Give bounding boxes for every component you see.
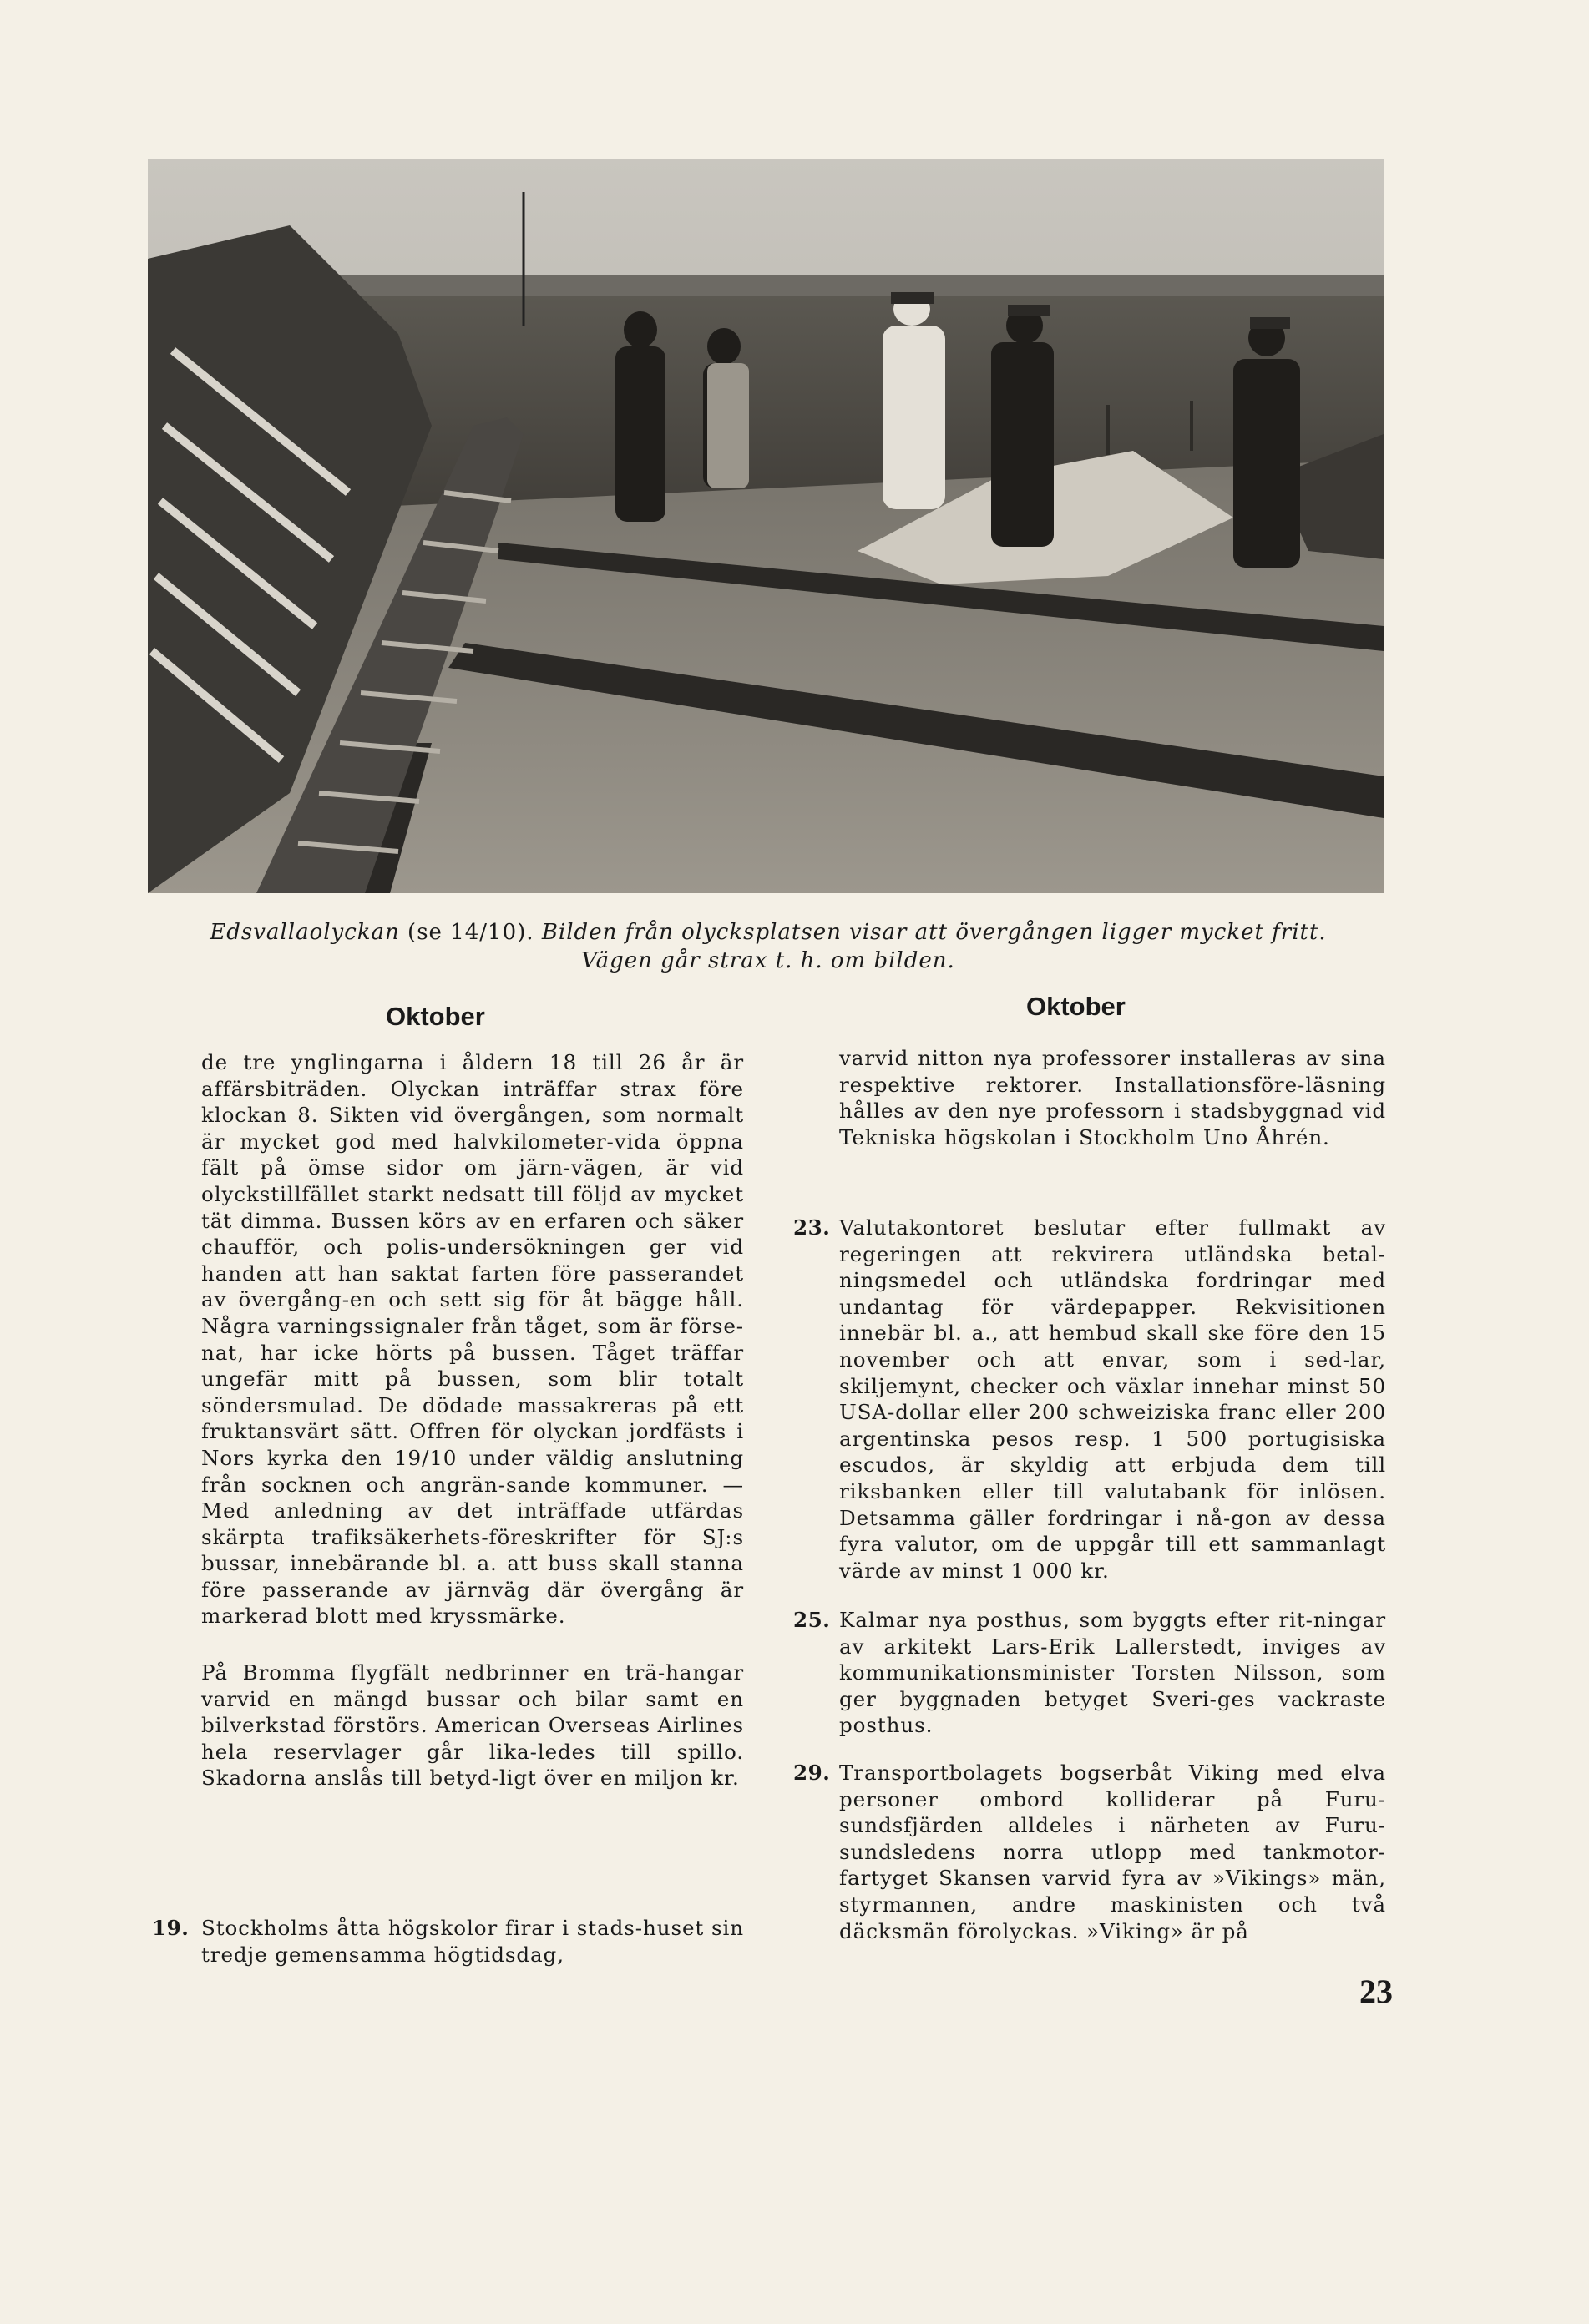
caption-place: Edsvallaolyckan xyxy=(210,920,400,945)
caption-line-1 xyxy=(142,918,1394,947)
entry-number-19: 19. xyxy=(152,1916,190,1940)
right-column-intro: varvid nitton nya professorer installeras av sina respektive rektorer. Installationsföre-läsning hålles av den nye professorn i stadsbyggnad vid Tekniska högskolan i Stockholm Uno Åhrén. xyxy=(839,1046,1386,1149)
entry-number-29: 29. xyxy=(793,1761,831,1785)
accident-photo xyxy=(148,159,1384,893)
caption-reference: (se 14/10). xyxy=(399,920,542,945)
page-number: 23 xyxy=(1359,1973,1393,2010)
entry-text-29: Transportbolagets bogserbåt Viking med elva personer ombord kolliderar på Furu-sundsfjärden alldeles i närheten av Furu-sundsledens norra utlopp med tankmotor-fartyget Skansen varvid fyra av »Vikings» män, styrmannen, andre maskinisten och två däcksmän förolyckas. »Viking» är på xyxy=(839,1761,1386,1943)
caption-description: Bilden från olycksplatsen visar att övergången ligger mycket fritt. xyxy=(541,920,1327,945)
caption-line-2 xyxy=(142,947,1394,975)
left-paragraph-2: På Bromma flygfält nedbrinner en trä-hangar varvid en mängd bussar och bilar samt en bilverkstad förstörs. American Overseas Airlines hela reservlager går lika-ledes till spillo. Skadorna anslås till betyd-ligt över en miljon kr. xyxy=(201,1660,744,1791)
left-column-heading: Oktober xyxy=(386,1002,485,1031)
entry-text-25: Kalmar nya posthus, som byggts efter rit-ningar av arkitekt Lars-Erik Lallerstedt, inviges av kommunikationsminister Torsten Nilsson, som ger byggnaden betyget Sveri-ges vackraste posthus. xyxy=(839,1608,1386,1738)
entry-number-25: 25. xyxy=(793,1608,831,1632)
accident-photo-illustration xyxy=(148,159,1384,893)
left-paragraph-1: de tre ynglingarna i åldern 18 till 26 år är affärsbiträden. Olyckan inträffar strax före klockan 8. Sikten vid övergången, som normalt är mycket god med halvkilometer-vida öppna fält på ömse sidor om järn-vägen, är vid olyckstillfället starkt nedsatt till följd av mycket tät dimma. Bussen körs av en erfaren och säker chaufför, och polis-undersökningen ger vid handen att han saktat farten före passerandet av övergång-en och sett sig för åt bägge håll. Några varningssignaler från tåget, som är förse-nat, har icke hörts på bussen. Tåget träffar ungefär mitt på bussen, som blir totalt söndersmulad. De dödade massakreras på ett fruktansvärt sätt. Offren för olyckan jordfästs i Nors kyrka den 19/10 under väldig anslutning från socknen och angrän-sande kommuner. — Med anledning av det inträffade utfärdas skärpta trafiksäkerhets-föreskrifter för SJ:s bussar, innebärande bl. a. att buss skall stanna före passerande av järnväg där övergång är markerad blott med kryssmärke. xyxy=(201,1050,744,1629)
entry-number-23: 23. xyxy=(793,1215,831,1240)
left-column-text xyxy=(201,1049,744,1791)
caption-road-note: Vägen går strax t. h. om bilden. xyxy=(581,948,955,973)
entry-text-19: Stockholms åtta högskolor firar i stads-huset sin tredje gemensamma högtidsdag, xyxy=(201,1916,744,1967)
right-column-heading: Oktober xyxy=(1026,992,1126,1021)
entry-text-23: Valutakontoret beslutar efter fullmakt av regeringen att rekvirera utländska betal-ningsmedel och utländska fordringar med undantag för värdepapper. Rekvisitionen innebär bl. a., att hembud skall ske före den 15 november och att envar, som i sed-lar, skiljemynt, checker och växlar innehar minst 50 USA-dollar eller 200 schweiziska franc eller 200 argentinska pesos resp. 1 500 portugisiska escudos, är skyldig att erbjuda dem till riksbanken eller till valutabank för inlösen. Detsamma gäller fordringar i nå-gon av dessa fyra valutor, om de uppgår till ett sammanlagt värde av minst 1 000 kr. xyxy=(839,1215,1386,1583)
photo-caption xyxy=(142,918,1394,975)
